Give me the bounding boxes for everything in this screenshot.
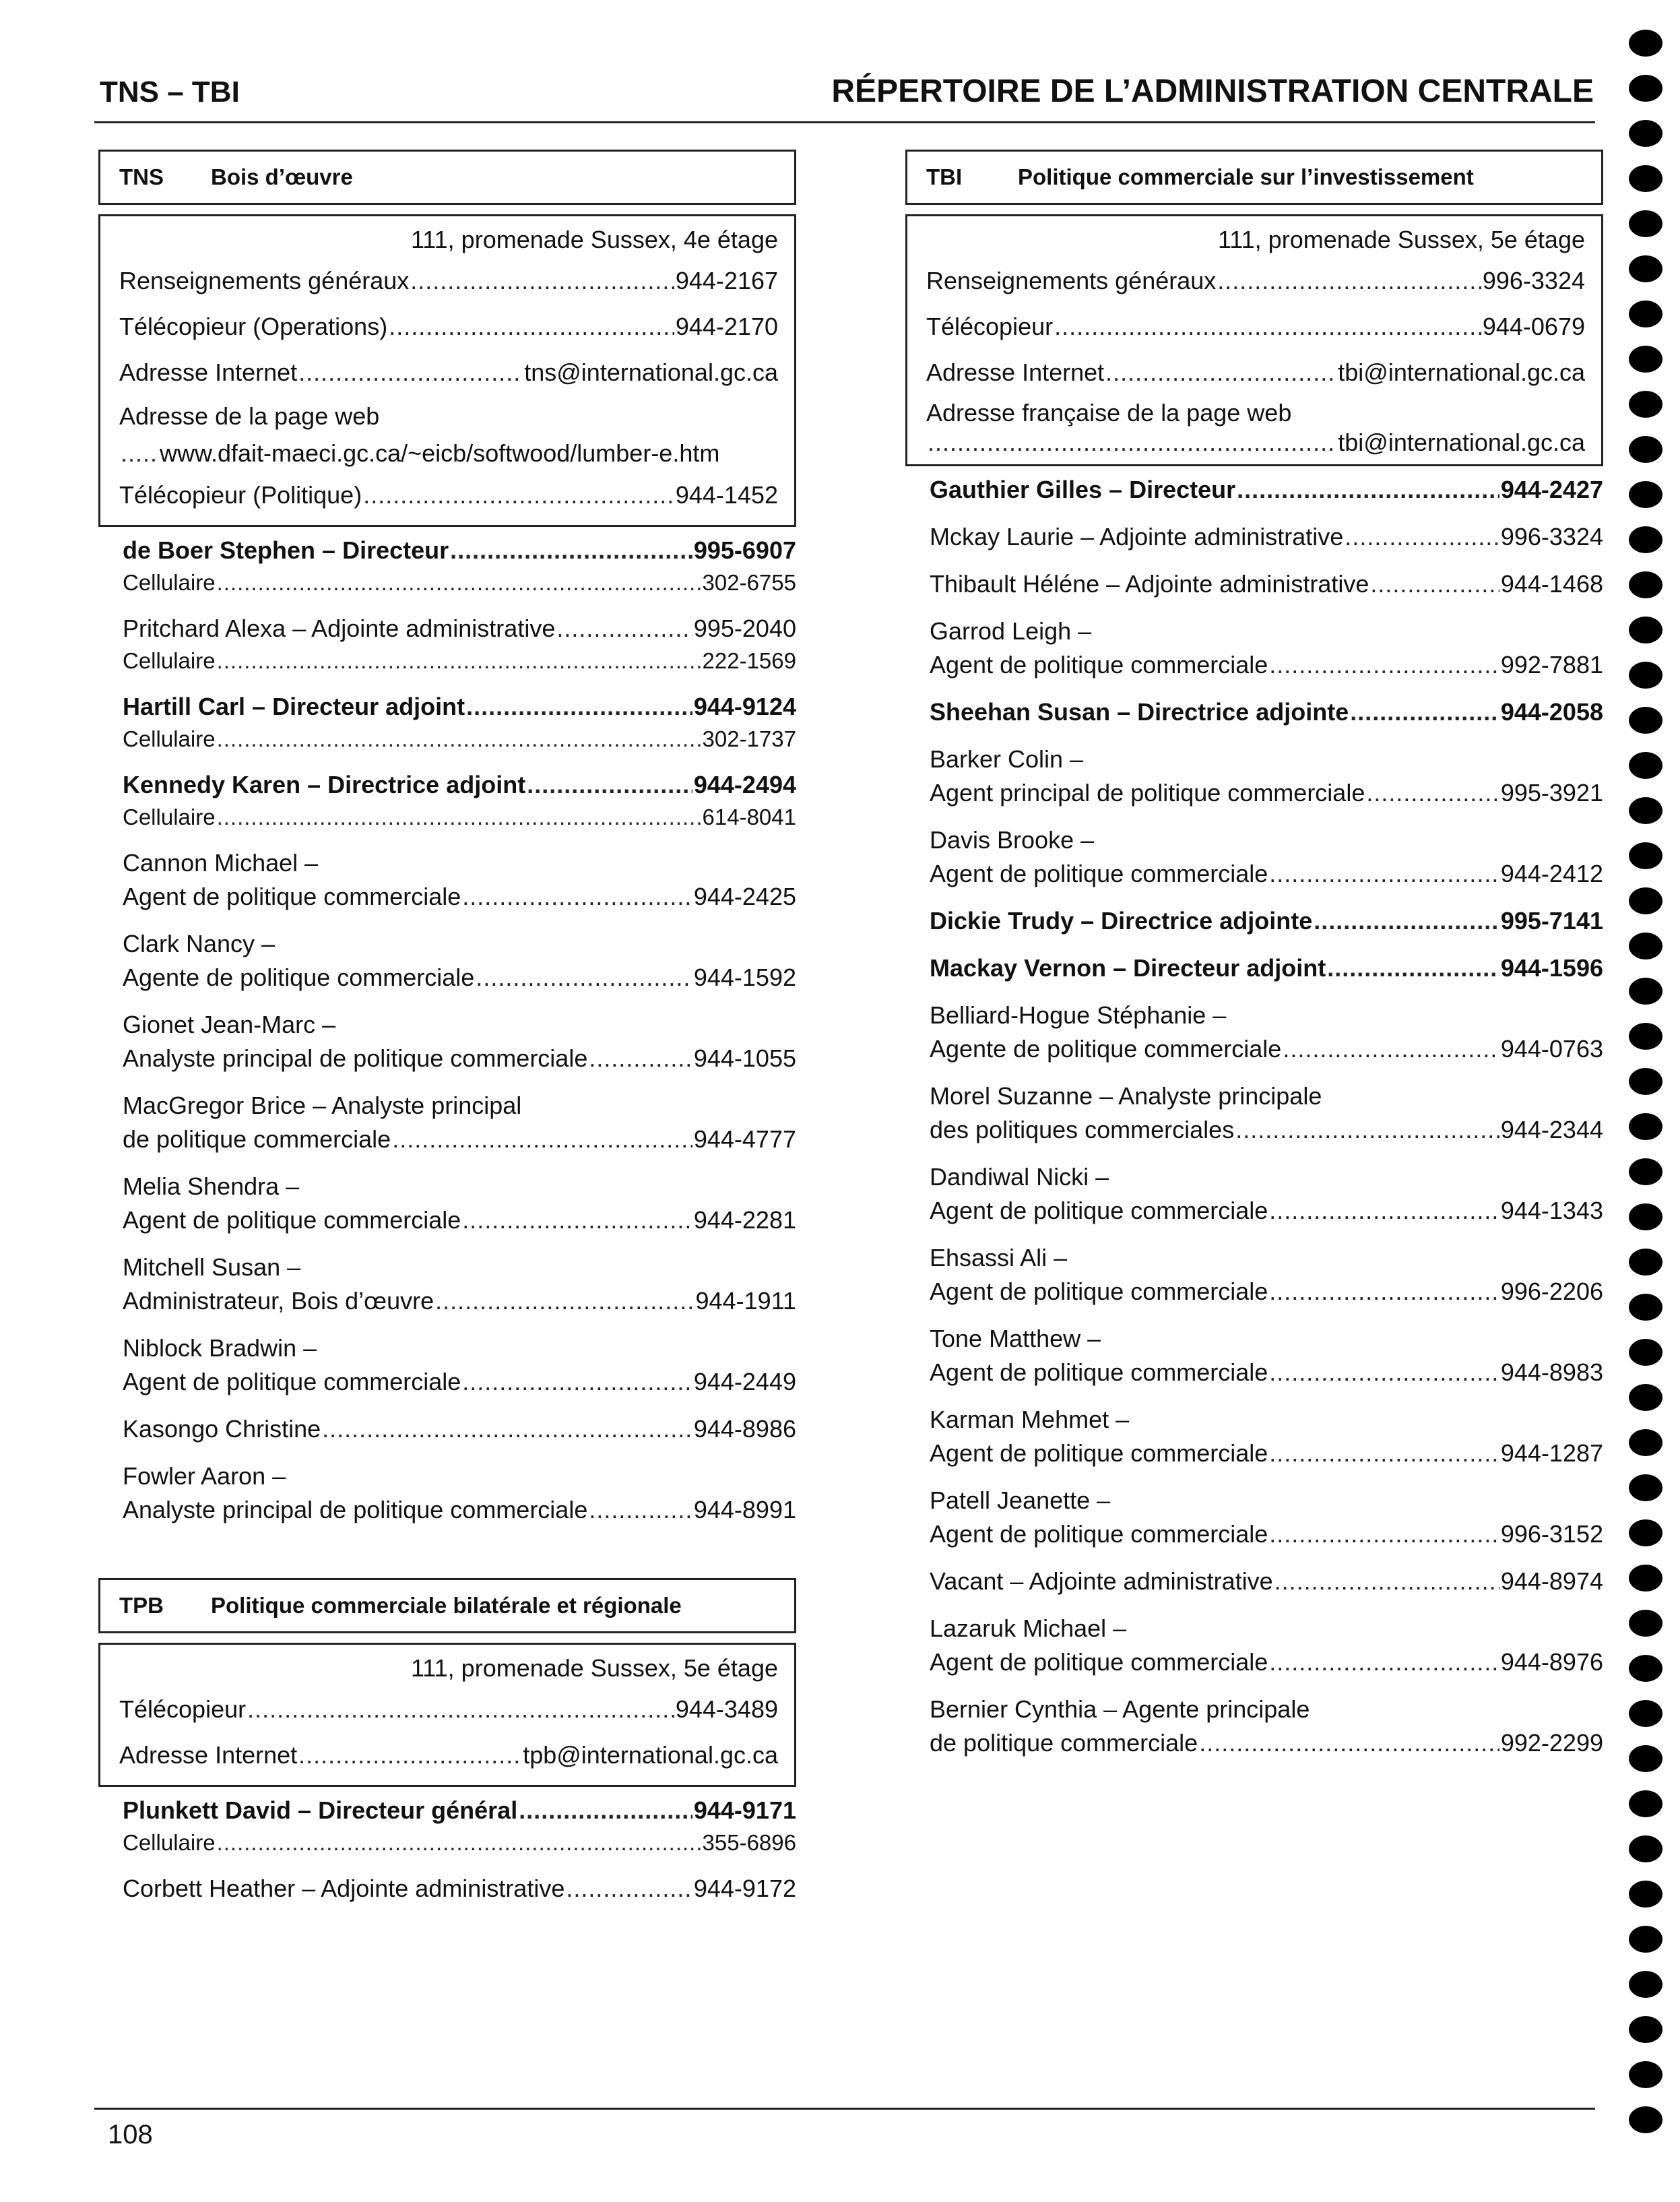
binding-hole: [1629, 1249, 1662, 1276]
person-name: Niblock Bradwin –: [123, 1334, 317, 1362]
tns-name: Bois d’œuvre: [211, 164, 353, 189]
person-title-row: de politique commerciale ..... 992-2299: [930, 1726, 1603, 1760]
phone-number: 944-1592: [693, 964, 796, 991]
binding-hole: [1629, 301, 1662, 327]
person-row: [123, 534, 796, 567]
person-title-row: Agent principal de politique commerciale ..... 995-3921: [930, 776, 1603, 810]
person-name: de Boer Stephen – Directeur: [123, 536, 449, 564]
phone-number: 995-3921: [1500, 779, 1603, 807]
person-entry: [930, 520, 1603, 567]
page-number: 108: [108, 2120, 153, 2149]
cell-number: 222-1569: [702, 648, 796, 673]
person-name: Mackay Vernon – Directeur adjoint: [930, 954, 1326, 982]
binding-hole: [1629, 1926, 1662, 1953]
cell-number: 355-6896: [702, 1830, 796, 1855]
person-name: Thibault Héléne – Adjointe administrative: [930, 570, 1369, 598]
person-entry: [123, 927, 796, 1008]
person-entry: [123, 612, 796, 690]
binding-hole: [1629, 75, 1662, 102]
binding-hole: [1629, 617, 1662, 643]
person-row: [123, 690, 796, 724]
person-row: [123, 768, 796, 802]
tbi-people-list: [905, 473, 1603, 1773]
person-entry: [930, 951, 1603, 999]
person-entry: [930, 1403, 1603, 1484]
binding-hole: [1629, 1474, 1662, 1501]
person-name: Ehsassi Ali –: [930, 1244, 1068, 1271]
binding-hole: [1629, 933, 1662, 960]
binding-hole: [1629, 1068, 1662, 1095]
person-entry: [123, 1331, 796, 1412]
phone-number: 944-9124: [693, 693, 796, 720]
cellphone-row: Cellulaire ..... 302-1737: [123, 724, 796, 755]
cellphone-row: Cellulaire ..... 614-8041: [123, 802, 796, 833]
phone-number: 944-0763: [1500, 1035, 1603, 1063]
person-entry: [930, 1079, 1603, 1160]
person-name: Melia Shendra –: [123, 1172, 300, 1200]
binding-hole: [1629, 436, 1662, 463]
person-name: MacGregor Brice – Analyste principal: [123, 1092, 522, 1119]
binding-hole: [1629, 1294, 1662, 1321]
phone-number: 996-3324: [1500, 523, 1603, 550]
right-column: [905, 150, 1603, 1773]
phone-number: 996-3152: [1500, 1520, 1603, 1548]
phone-number: 992-2299: [1500, 1729, 1603, 1757]
person-title-row: Administrateur, Bois d’œuvre ..... 944-1911: [123, 1284, 796, 1318]
person-entry: [930, 1565, 1603, 1612]
tbi-code: TBI: [926, 164, 963, 189]
tns-unit-box: [98, 150, 796, 205]
person-title-row: des politiques commerciales ..... 944-2344: [930, 1113, 1603, 1147]
cell-number: 614-8041: [702, 805, 796, 829]
person-row: [930, 695, 1603, 729]
person-name: Barker Colin –: [930, 745, 1084, 773]
binding-hole: [1629, 1339, 1662, 1366]
person-title-row: Agent de politique commerciale ..... 944-2449: [123, 1365, 796, 1399]
person-entry: [123, 846, 796, 927]
binding-hole: [1629, 255, 1662, 282]
binding-hole: [1629, 2061, 1662, 2088]
person-name: Plunkett David – Directeur général: [123, 1796, 518, 1824]
person-entry: [123, 1089, 796, 1170]
person-entry: [930, 1322, 1603, 1403]
person-row: [930, 1565, 1603, 1598]
binding-hole: [1629, 1565, 1662, 1592]
person-entry: [930, 999, 1603, 1079]
person-entry: [123, 1170, 796, 1251]
person-name: Clark Nancy –: [123, 930, 276, 957]
person-row: [930, 473, 1603, 507]
tns-info-box: [98, 214, 796, 527]
person-entry: [930, 1160, 1603, 1241]
person-name: Lazaruk Michael –: [930, 1614, 1127, 1642]
header-rule: [94, 121, 1595, 123]
phone-number: 944-2494: [693, 771, 796, 798]
person-name: Dickie Trudy – Directrice adjointe: [930, 907, 1313, 935]
tns-people-list: [98, 534, 796, 1540]
binding-hole: [1629, 571, 1662, 598]
binding-hole: [1629, 1203, 1662, 1230]
binding-hole: [1629, 707, 1662, 734]
binding-hole: [1629, 752, 1662, 779]
person-entry: [123, 1872, 796, 1919]
cellphone-row: Cellulaire ..... 355-6896: [123, 1827, 796, 1858]
binding-hole: [1629, 526, 1662, 553]
person-title-row: Agent de politique commerciale ..... 944-2281: [123, 1203, 796, 1237]
binding-hole: [1629, 1023, 1662, 1050]
person-name: Mckay Laurie – Adjointe administrative: [930, 523, 1344, 550]
person-entry: [123, 690, 796, 768]
phone-number: 944-9171: [693, 1796, 796, 1824]
cell-number: 302-1737: [702, 726, 796, 751]
person-title-row: Agent de politique commerciale ..... 944-8976: [930, 1645, 1603, 1679]
person-entry: [123, 1008, 796, 1089]
binding-hole: [1629, 1700, 1662, 1727]
person-row: [930, 904, 1603, 938]
person-name: Vacant – Adjointe administrative: [930, 1567, 1273, 1595]
person-title-row: Agent de politique commerciale ..... 944-1343: [930, 1194, 1603, 1228]
person-name: Fowler Aaron –: [123, 1462, 286, 1490]
tpb-people-list: [98, 1794, 796, 1919]
tns-web-label: Adresse de la page web: [119, 402, 380, 430]
tns-info-row: Adresse Internet ..... tns@international.gc.ca: [119, 350, 778, 396]
binding-hole: [1629, 1971, 1662, 1998]
footer-rule: [94, 2108, 1595, 2110]
person-name: Pritchard Alexa – Adjointe administrative: [123, 615, 556, 642]
person-name: Cannon Michael –: [123, 849, 319, 877]
tbi-info-row: Adresse Internet ..... tbi@international.gc.ca: [926, 350, 1585, 396]
person-name: Kennedy Karen – Directrice adjoint: [123, 771, 526, 798]
binding-hole: [1629, 887, 1662, 914]
person-entry: [123, 1794, 796, 1872]
header-left: TNS – TBI: [100, 75, 240, 108]
tbi-name: Politique commerciale sur l’investissement: [1018, 164, 1474, 189]
tpb-info-box: [98, 1643, 796, 1787]
phone-number: 944-8991: [693, 1496, 796, 1523]
binding-hole: [1629, 1835, 1662, 1862]
phone-number: 996-2206: [1500, 1278, 1603, 1305]
cell-number: 302-6755: [702, 570, 796, 595]
cellphone-row: Cellulaire ..... 302-6755: [123, 567, 796, 598]
cellphone-row: Cellulaire ..... 222-1569: [123, 646, 796, 677]
person-title-row: Analyste principal de politique commerciale ..... 944-1055: [123, 1042, 796, 1075]
person-entry: [930, 473, 1603, 520]
person-name: Tone Matthew –: [930, 1325, 1101, 1352]
person-entry: [123, 534, 796, 612]
phone-number: 944-2344: [1500, 1116, 1603, 1143]
person-row: [123, 1412, 796, 1446]
binding-hole: [1629, 978, 1662, 1005]
person-entry: [930, 615, 1603, 695]
phone-number: 944-4777: [693, 1125, 796, 1153]
phone-number: 995-6907: [693, 536, 796, 564]
binding-hole: [1629, 481, 1662, 508]
person-name: Gauthier Gilles – Directeur: [930, 476, 1236, 503]
binding-hole: [1629, 842, 1662, 869]
person-entry: [123, 1412, 796, 1459]
tbi-info-box: [905, 214, 1603, 466]
binding-hole: [1629, 1881, 1662, 1908]
person-entry: [930, 823, 1603, 904]
binding-hole: [1629, 391, 1662, 418]
binding-hole: [1629, 1610, 1662, 1637]
person-entry: [930, 1693, 1603, 1773]
tpb-code: TPB: [119, 1593, 164, 1618]
tns-fax-policy-row: Télécopieur (Politique) ..... 944-1452: [119, 472, 778, 518]
phone-number: 944-2281: [693, 1206, 796, 1234]
tbi-info-row: Renseignements généraux ..... 996-3324: [926, 258, 1585, 304]
person-entry: [930, 567, 1603, 615]
person-name: Davis Brooke –: [930, 826, 1095, 854]
person-row: [123, 612, 796, 646]
person-title-row: Agent de politique commerciale ..... 944-2412: [930, 857, 1603, 891]
person-title-row: Agent de politique commerciale ..... 944-2425: [123, 880, 796, 914]
binding-hole: [1629, 797, 1662, 824]
tbi-unit-box: [905, 150, 1603, 205]
phone-number: 995-2040: [693, 615, 796, 642]
person-row: [123, 1794, 796, 1827]
person-entry: [123, 768, 796, 846]
phone-number: 944-2412: [1500, 860, 1603, 887]
person-title-row: Agent de politique commerciale ..... 996-3152: [930, 1517, 1603, 1551]
person-entry: [930, 1612, 1603, 1693]
person-title-row: Analyste principal de politique commerciale ..... 944-8991: [123, 1493, 796, 1527]
person-name: Corbett Heather – Adjointe administrative: [123, 1875, 565, 1902]
tns-web-row: ..... www.dfait-maeci.gc.ca/~eicb/softwood/lumber-e.htm: [119, 435, 778, 472]
person-name: Gionet Jean-Marc –: [123, 1011, 336, 1038]
person-entry: [930, 743, 1603, 823]
person-entry: [123, 1459, 796, 1540]
phone-number: 944-1468: [1500, 570, 1603, 598]
phone-number: 944-8986: [693, 1415, 796, 1443]
tpb-unit-box: [98, 1578, 796, 1633]
person-entry: [123, 1251, 796, 1331]
person-title-row: Agente de politique commerciale ..... 944-1592: [123, 961, 796, 995]
person-name: Garrod Leigh –: [930, 617, 1092, 645]
binding-hole: [1629, 346, 1662, 373]
person-name: Belliard-Hogue Stéphanie –: [930, 1001, 1227, 1029]
person-row: [930, 951, 1603, 985]
phone-number: 944-2058: [1500, 698, 1603, 726]
binding-hole: [1629, 210, 1662, 237]
person-name: Morel Suzanne – Analyste principale: [930, 1082, 1322, 1110]
binding-hole: [1629, 1655, 1662, 1682]
binding-hole: [1629, 1790, 1662, 1817]
person-name: Bernier Cynthia – Agente principale: [930, 1695, 1310, 1723]
tpb-address: 111, promenade Sussex, 5e étage: [410, 1654, 778, 1682]
person-title-row: Agent de politique commerciale ..... 944-1287: [930, 1437, 1603, 1470]
phone-number: 944-1911: [695, 1287, 796, 1315]
person-entry: [930, 1241, 1603, 1322]
tbi-info-row: Télécopieur ..... 944-0679: [926, 304, 1585, 350]
binding-hole: [1629, 1519, 1662, 1546]
phone-number: 944-1596: [1500, 954, 1603, 982]
header-right: RÉPERTOIRE DE L’ADMINISTRATION CENTRALE: [831, 73, 1594, 109]
tbi-web-row: ..... tbi@international.gc.ca: [926, 428, 1585, 458]
person-name: Dandiwal Nicki –: [930, 1163, 1109, 1191]
person-entry: [930, 1484, 1603, 1565]
person-entry: [930, 695, 1603, 743]
phone-number: 944-8974: [1500, 1567, 1603, 1595]
person-name: Sheehan Susan – Directrice adjointe: [930, 698, 1349, 726]
tpb-name: Politique commerciale bilatérale et régionale: [211, 1593, 682, 1618]
phone-number: 944-2425: [693, 883, 796, 910]
person-entry: [930, 904, 1603, 951]
binding-hole: [1629, 1384, 1662, 1411]
person-title-row: Agent de politique commerciale ..... 944-8983: [930, 1356, 1603, 1389]
binding-hole: [1629, 120, 1662, 147]
person-title-row: Agent de politique commerciale ..... 996-2206: [930, 1275, 1603, 1309]
tbi-address: 111, promenade Sussex, 5e étage: [1217, 226, 1585, 253]
person-name: Karman Mehmet –: [930, 1406, 1130, 1433]
person-title-row: Agente de politique commerciale ..... 944-0763: [930, 1032, 1603, 1066]
binding-hole: [1629, 1158, 1662, 1185]
phone-number: 995-7141: [1500, 907, 1603, 935]
phone-number: 944-2427: [1500, 476, 1603, 503]
left-column: [98, 150, 796, 1919]
binding-hole: [1629, 1745, 1662, 1772]
binding-hole: [1629, 662, 1662, 689]
person-name: Hartill Carl – Directeur adjoint: [123, 693, 465, 720]
binding-hole: [1629, 2106, 1662, 2133]
binding-hole: [1629, 30, 1662, 57]
phone-number: 944-9172: [693, 1875, 796, 1902]
person-row: [930, 567, 1603, 601]
phone-number: 944-2449: [693, 1368, 796, 1395]
binding-holes: [1629, 30, 1665, 2151]
tpb-info-row: Télécopieur ..... 944-3489: [119, 1687, 778, 1732]
person-title-row: Agent de politique commerciale ..... 992-7881: [930, 648, 1603, 682]
tns-address: 111, promenade Sussex, 4e étage: [410, 226, 778, 253]
tbi-web-label: Adresse française de la page web: [926, 399, 1292, 427]
person-name: Patell Jeanette –: [930, 1486, 1111, 1514]
phone-number: 944-1287: [1500, 1439, 1603, 1467]
phone-number: 944-1343: [1500, 1197, 1603, 1224]
person-name: Mitchell Susan –: [123, 1253, 301, 1281]
person-title-row: de politique commerciale ..... 944-4777: [123, 1123, 796, 1156]
binding-hole: [1629, 1429, 1662, 1456]
phone-number: 944-8983: [1500, 1358, 1603, 1386]
tns-info-row: Renseignements généraux ..... 944-2167: [119, 258, 778, 304]
tns-code: TNS: [119, 164, 164, 189]
person-name: Kasongo Christine: [123, 1415, 321, 1443]
tpb-info-row: Adresse Internet ..... tpb@international.gc.ca: [119, 1732, 778, 1778]
phone-number: 944-8976: [1500, 1648, 1603, 1676]
binding-hole: [1629, 2016, 1662, 2043]
phone-number: 944-1055: [693, 1044, 796, 1072]
binding-hole: [1629, 165, 1662, 192]
phone-number: 992-7881: [1500, 651, 1603, 679]
tns-info-row: Télécopieur (Operations) ..... 944-2170: [119, 304, 778, 350]
person-row: [123, 1872, 796, 1906]
person-row: [930, 520, 1603, 554]
binding-hole: [1629, 1113, 1662, 1140]
